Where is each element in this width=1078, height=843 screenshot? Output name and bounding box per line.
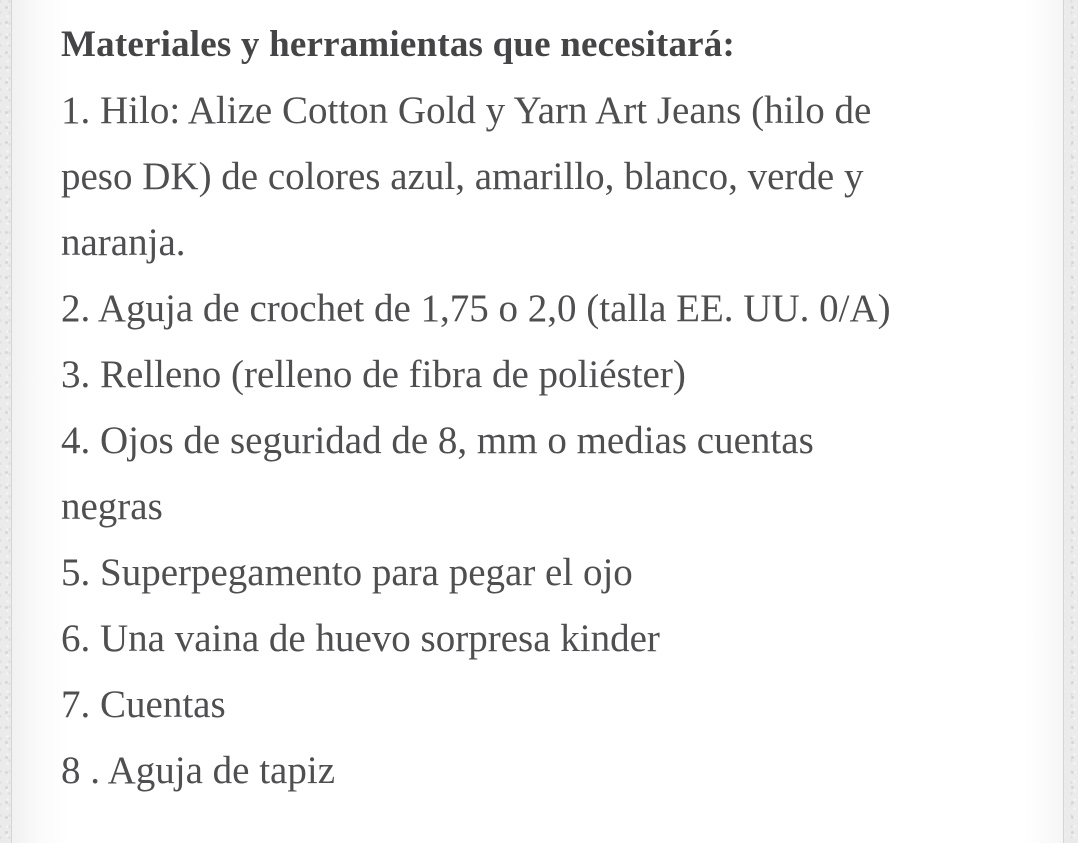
material-item-7-line-1: 7. Cuentas: [61, 683, 226, 726]
material-item-6-line-1: 6. Una vaina de huevo sorpresa kinder: [61, 617, 660, 660]
material-item-1-line-1: 1. Hilo: Alize Cotton Gold y Yarn Art Jeans (hilo de: [61, 89, 872, 132]
material-item-5: [61, 540, 1023, 606]
material-item-6: [61, 606, 1023, 672]
materials-heading: Materiales y herramientas que necesitará:: [61, 24, 736, 65]
material-item-2-line-1: 2. Aguja de crochet de 1,75 o 2,0 (talla EE. UU. 0/A): [61, 287, 891, 330]
material-item-1-line-3: naranja.: [61, 221, 186, 264]
material-item-4: [61, 408, 1023, 540]
material-item-7: [61, 672, 1023, 738]
article-content: [12, 0, 1063, 804]
material-item-1: [61, 78, 1023, 276]
material-item-4-line-1: 4. Ojos de seguridad de 8, mm o medias cuentas: [61, 419, 814, 462]
material-item-8: [61, 738, 1023, 804]
article-card: [11, 0, 1064, 843]
material-item-4-line-2: negras: [61, 485, 163, 528]
material-item-3-line-1: 3. Relleno (relleno de fibra de poliéster): [61, 353, 686, 396]
material-item-3: [61, 342, 1023, 408]
material-item-2: [61, 276, 1023, 342]
material-item-8-line-1: 8 . Aguja de tapiz: [61, 749, 336, 792]
material-item-1-line-2: peso DK) de colores azul, amarillo, blanco, verde y: [61, 155, 864, 198]
material-item-5-line-1: 5. Superpegamento para pegar el ojo: [61, 551, 633, 594]
